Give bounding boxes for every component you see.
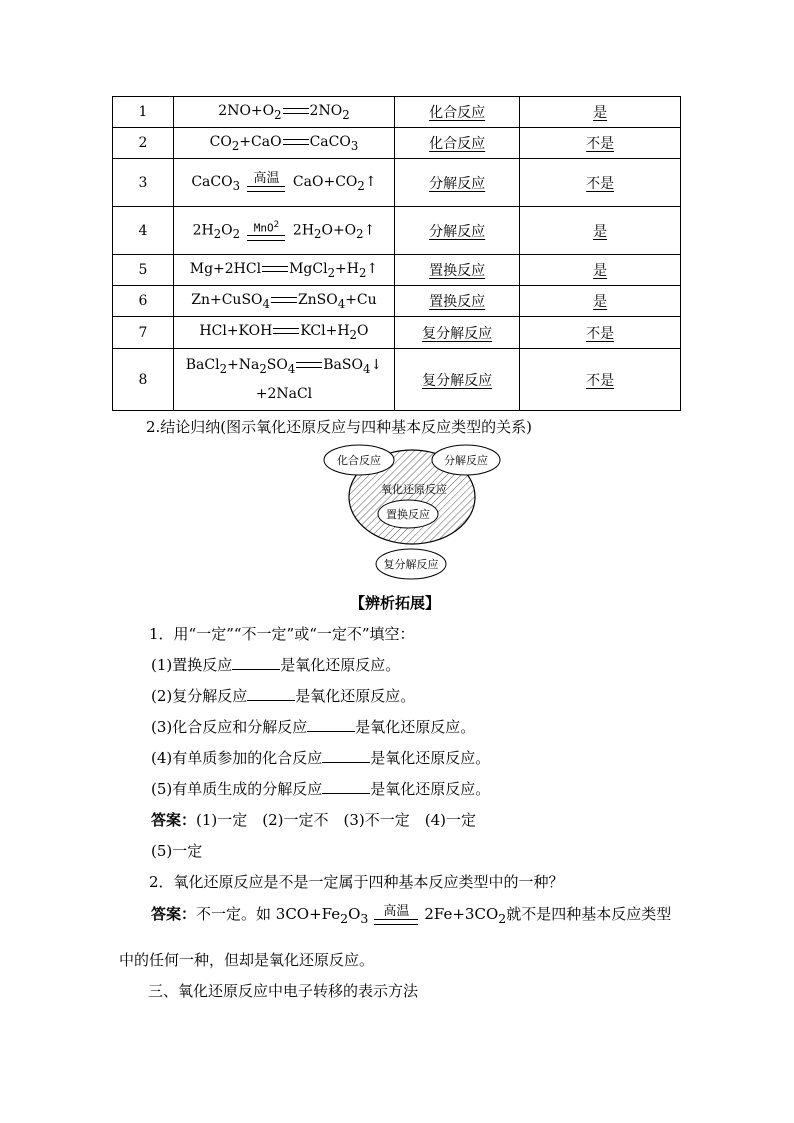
subscript: 2 — [274, 107, 282, 122]
row-number: 5 — [113, 255, 174, 286]
is-redox: 是 — [520, 255, 681, 286]
equals-sign — [273, 328, 299, 334]
is-redox: 是 — [520, 97, 681, 128]
section-heading: 【辨析拓展】 — [350, 594, 441, 612]
equation: Mg+2HCl $MgCl_2+H_2↑$ — [173, 255, 394, 286]
reaction-condition: 高温 — [374, 905, 418, 925]
table-row — [113, 286, 681, 317]
gas-arrow: ↑ — [364, 174, 377, 191]
reaction-type: 分解反应 — [395, 159, 520, 207]
q1-item: (5)有单质生成的分解反应 是氧化还原反应。 — [151, 780, 491, 798]
equation-products: 2NO — [309, 102, 343, 119]
fill-blank — [247, 686, 295, 701]
equation: $BaCl_2+Na_2SO_4$ BaSO$_4$↓ +2NaCl — [173, 349, 394, 411]
equation — [173, 97, 394, 128]
is-redox: 不是 — [520, 159, 681, 207]
fill-blank — [322, 779, 370, 794]
equals-sign — [271, 297, 297, 303]
reaction-type: 分解反应 — [395, 207, 520, 255]
row-number: 8 — [113, 349, 174, 411]
q2-answer: 答案：不一定。如 $3CO+Fe_2O_3$ 高温 $2Fe+3CO_2$就不是四种基本反应类型 — [151, 904, 672, 926]
equation: HCl+KOH $KCl+H_2O$ — [173, 317, 394, 349]
q1-prompt: 1．用“一定”“不一定”或“一定不”填空： — [149, 625, 415, 643]
equation: $CO_2+CaO$ CaCO$_3$ — [173, 128, 394, 159]
reaction-type: 置换反应 — [395, 286, 520, 317]
equals-sign — [296, 362, 322, 368]
label-displacement: 置换反应 — [386, 508, 430, 521]
is-redox: 是 — [520, 207, 681, 255]
table-row — [113, 349, 681, 411]
q1-item: (2)复分解反应 是氧化还原反应。 — [151, 687, 416, 705]
fill-blank — [322, 748, 370, 763]
table-row — [113, 97, 681, 128]
gas-arrow: ↑ — [366, 260, 379, 277]
equals-sign — [283, 108, 309, 114]
reaction-type: 置换反应 — [395, 255, 520, 286]
equals-sign — [283, 139, 309, 145]
table-row — [113, 207, 681, 255]
row-number: 6 — [113, 286, 174, 317]
fill-blank — [232, 655, 280, 670]
precipitate-arrow: ↓ — [370, 356, 383, 373]
equation: CaCO$_3$ 高温 $CaO+CO_2↑$ — [173, 159, 394, 207]
gas-arrow: ↑ — [363, 222, 376, 239]
table-row — [113, 255, 681, 286]
subscript: 2 — [342, 107, 350, 122]
equals-sign — [262, 266, 288, 272]
table-row — [113, 159, 681, 207]
label-redox: 氧化还原反应 — [381, 483, 447, 496]
equation-reactants: 2NO+O — [218, 102, 275, 119]
label-decomposition: 分解反应 — [444, 454, 488, 467]
row-number: 1 — [113, 97, 174, 128]
q1-item: (1)置换反应 是氧化还原反应。 — [151, 656, 401, 674]
equation: Zn+CuSO$_4$ ZnSO$_4$+Cu — [173, 286, 394, 317]
is-redox: 不是 — [520, 349, 681, 411]
is-redox: 不是 — [520, 128, 681, 159]
table-row — [113, 317, 681, 349]
reaction-type: 化合反应 — [395, 128, 520, 159]
equation: $2H_2O_2$ MnO$^2$ $2H_2O+O_2↑$ — [173, 207, 394, 255]
table-row — [113, 128, 681, 159]
label-double-displacement: 复分解反应 — [383, 558, 439, 571]
conclusion-title: 2.结论归纳(图示氧化还原反应与四种基本反应类型的关系) — [146, 418, 533, 436]
reaction-condition: 高温 — [247, 172, 285, 192]
fill-blank — [307, 717, 355, 732]
q1-item: (4)有单质参加的化合反应 是氧化还原反应。 — [151, 749, 491, 767]
row-number: 4 — [113, 207, 174, 255]
row-number: 7 — [113, 317, 174, 349]
reaction-type: 化合反应 — [395, 97, 520, 128]
label-combination: 化合反应 — [337, 454, 381, 467]
q2-prompt: 2．氧化还原反应是不是一定属于四种基本反应类型中的一种？ — [149, 873, 564, 891]
row-number: 3 — [113, 159, 174, 207]
reaction-type: 复分解反应 — [395, 349, 520, 411]
q1-item: (3)化合反应和分解反应 是氧化还原反应。 — [151, 718, 476, 736]
section-3-heading: 三、氧化还原反应中电子转移的表示方法 — [148, 982, 419, 1000]
row-number: 2 — [113, 128, 174, 159]
is-redox: 是 — [520, 286, 681, 317]
reaction-condition: MnO$^2$ — [247, 220, 285, 241]
q2-answer-cont: 中的任何一种，但却是氧化还原反应。 — [119, 951, 375, 969]
reaction-table — [112, 96, 681, 411]
reaction-type: 复分解反应 — [395, 317, 520, 349]
q1-answer: 答案：(1)一定 (2)一定不 (3)不一定 (4)一定 — [151, 811, 477, 829]
is-redox: 不是 — [520, 317, 681, 349]
relationship-diagram — [322, 444, 512, 582]
q1-answer-cont: (5)一定 — [151, 842, 203, 860]
